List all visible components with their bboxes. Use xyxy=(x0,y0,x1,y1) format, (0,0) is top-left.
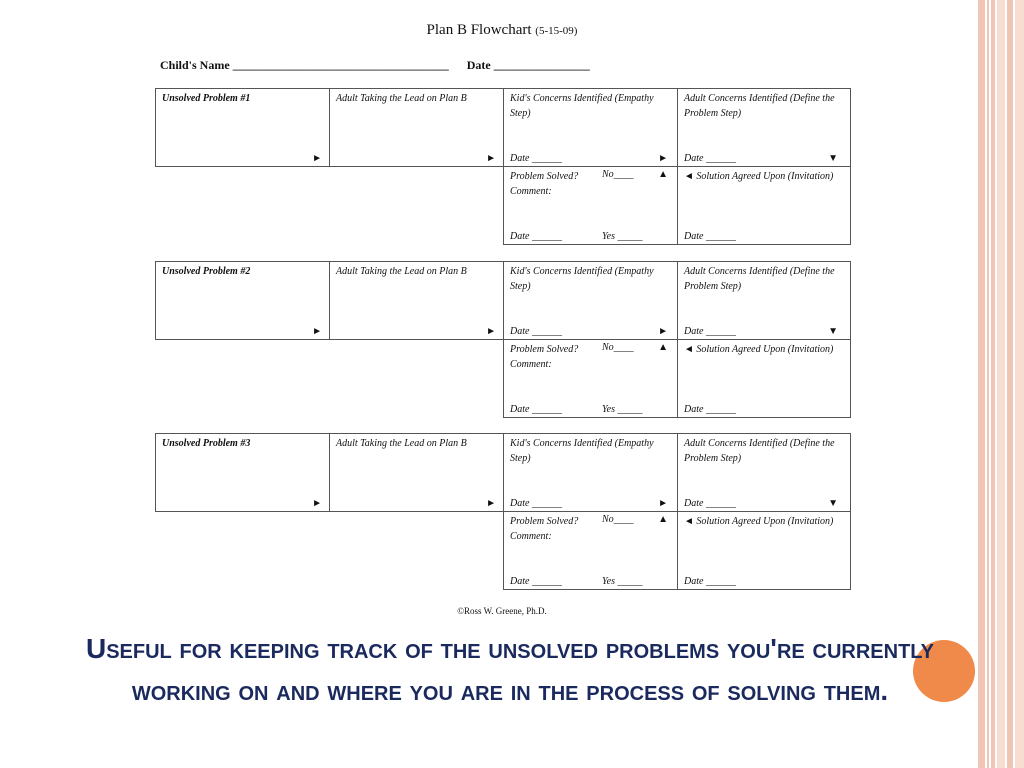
arrow-up-icon: ▲ xyxy=(658,514,668,525)
slide-caption: Useful for keeping track of the unsolved problems you're currently working on and where you are in the process of solving them. xyxy=(85,633,935,706)
adult-lead-cell xyxy=(329,433,504,512)
problem-solved-date: Date ______ xyxy=(510,231,562,242)
problem-solved-label xyxy=(510,514,673,544)
arrow-right-icon: ► xyxy=(312,153,322,164)
problem-solved-label xyxy=(510,342,673,372)
problem-block-3 xyxy=(155,433,851,590)
comment-text: Comment: xyxy=(510,531,552,542)
arrow-up-icon: ▲ xyxy=(658,169,668,180)
solution-text: Solution Agreed Upon (Invitation) xyxy=(696,344,834,355)
adult-lead-label: Adult Taking the Lead on Plan B xyxy=(336,93,467,104)
adult-lead-cell xyxy=(329,261,504,340)
kids-concerns-cell xyxy=(503,433,678,512)
arrow-left-icon: ◄ xyxy=(684,171,694,182)
title-version: (5-15-09) xyxy=(535,25,578,37)
child-name-label: Child's Name xyxy=(160,58,230,72)
solution-date: Date ______ xyxy=(684,231,736,242)
solution-cell xyxy=(677,339,851,418)
child-name-blank: ____________________________________ xyxy=(232,58,449,72)
no-field: No____ xyxy=(602,342,634,353)
no-field: No____ xyxy=(602,514,634,525)
problem-solved-cell xyxy=(503,339,678,418)
problem-solved-date: Date ______ xyxy=(510,404,562,415)
solution-label xyxy=(684,169,846,184)
arrow-right-icon: ► xyxy=(486,153,496,164)
adult-lead-label: Adult Taking the Lead on Plan B xyxy=(336,438,467,449)
arrow-right-icon: ► xyxy=(312,326,322,337)
kids-concerns-label: Kid's Concerns Identified (Empathy Step) xyxy=(510,93,654,119)
arrow-right-icon: ► xyxy=(486,498,496,509)
title-text: Plan B Flowchart xyxy=(426,22,532,38)
arrow-left-icon: ◄ xyxy=(684,344,694,355)
unsolved-problem-label: Unsolved Problem #3 xyxy=(162,438,251,449)
stripe xyxy=(987,0,989,768)
arrow-right-icon: ► xyxy=(658,326,668,337)
solution-date: Date ______ xyxy=(684,404,736,415)
decorative-side-stripes xyxy=(978,0,1024,768)
problem-solved-cell xyxy=(503,166,678,245)
arrow-down-icon: ▼ xyxy=(828,326,838,337)
yes-field: Yes _____ xyxy=(602,576,643,587)
stripe xyxy=(1015,0,1024,768)
adult-concerns-cell xyxy=(677,88,851,167)
adult-lead-cell xyxy=(329,88,504,167)
adult-concerns-date: Date ______ xyxy=(684,326,736,337)
unsolved-problem-label: Unsolved Problem #1 xyxy=(162,93,251,104)
document-title xyxy=(0,22,1004,39)
date-blank: ________________ xyxy=(493,58,590,72)
problem-solved-cell xyxy=(503,511,678,590)
solution-cell xyxy=(677,166,851,245)
kids-concerns-label: Kid's Concerns Identified (Empathy Step) xyxy=(510,438,654,464)
adult-concerns-date: Date ______ xyxy=(684,153,736,164)
adult-concerns-cell xyxy=(677,433,851,512)
solution-date: Date ______ xyxy=(684,576,736,587)
kids-concerns-label: Kid's Concerns Identified (Empathy Step) xyxy=(510,266,654,292)
problem-solved-label xyxy=(510,169,673,199)
yes-field: Yes _____ xyxy=(602,231,643,242)
no-field: No____ xyxy=(602,169,634,180)
comment-text: Comment: xyxy=(510,359,552,370)
problem-solved-text: Problem Solved? xyxy=(510,171,579,182)
solution-text: Solution Agreed Upon (Invitation) xyxy=(696,516,834,527)
arrow-down-icon: ▼ xyxy=(828,498,838,509)
problem-block-1 xyxy=(155,88,851,245)
solution-label xyxy=(684,514,846,529)
unsolved-problem-cell xyxy=(155,261,330,340)
adult-lead-label: Adult Taking the Lead on Plan B xyxy=(336,266,467,277)
kids-concerns-cell xyxy=(503,88,678,167)
adult-concerns-date: Date ______ xyxy=(684,498,736,509)
comment-text: Comment: xyxy=(510,186,552,197)
arrow-down-icon: ▼ xyxy=(828,153,838,164)
arrow-right-icon: ► xyxy=(658,153,668,164)
solution-label xyxy=(684,342,846,357)
kids-concerns-date: Date ______ xyxy=(510,498,562,509)
copyright-notice: ©Ross W. Greene, Ph.D. xyxy=(457,606,547,616)
yes-field: Yes _____ xyxy=(602,404,643,415)
arrow-right-icon: ► xyxy=(312,498,322,509)
child-name-line xyxy=(160,58,590,73)
arrow-right-icon: ► xyxy=(486,326,496,337)
adult-concerns-cell xyxy=(677,261,851,340)
solution-text: Solution Agreed Upon (Invitation) xyxy=(696,171,834,182)
unsolved-problem-cell xyxy=(155,88,330,167)
problem-solved-date: Date ______ xyxy=(510,576,562,587)
adult-concerns-label: Adult Concerns Identified (Define the Problem Step) xyxy=(684,438,835,464)
unsolved-problem-cell xyxy=(155,433,330,512)
kids-concerns-cell xyxy=(503,261,678,340)
adult-concerns-label: Adult Concerns Identified (Define the Problem Step) xyxy=(684,93,835,119)
problem-block-2 xyxy=(155,261,851,418)
stripe xyxy=(1007,0,1013,768)
arrow-up-icon: ▲ xyxy=(658,342,668,353)
stripe xyxy=(997,0,1005,768)
problem-solved-text: Problem Solved? xyxy=(510,344,579,355)
solution-cell xyxy=(677,511,851,590)
date-label: Date xyxy=(466,58,491,72)
unsolved-problem-label: Unsolved Problem #2 xyxy=(162,266,251,277)
problem-solved-text: Problem Solved? xyxy=(510,516,579,527)
arrow-left-icon: ◄ xyxy=(684,516,694,527)
kids-concerns-date: Date ______ xyxy=(510,153,562,164)
kids-concerns-date: Date ______ xyxy=(510,326,562,337)
stripe xyxy=(991,0,995,768)
arrow-right-icon: ► xyxy=(658,498,668,509)
adult-concerns-label: Adult Concerns Identified (Define the Problem Step) xyxy=(684,266,835,292)
